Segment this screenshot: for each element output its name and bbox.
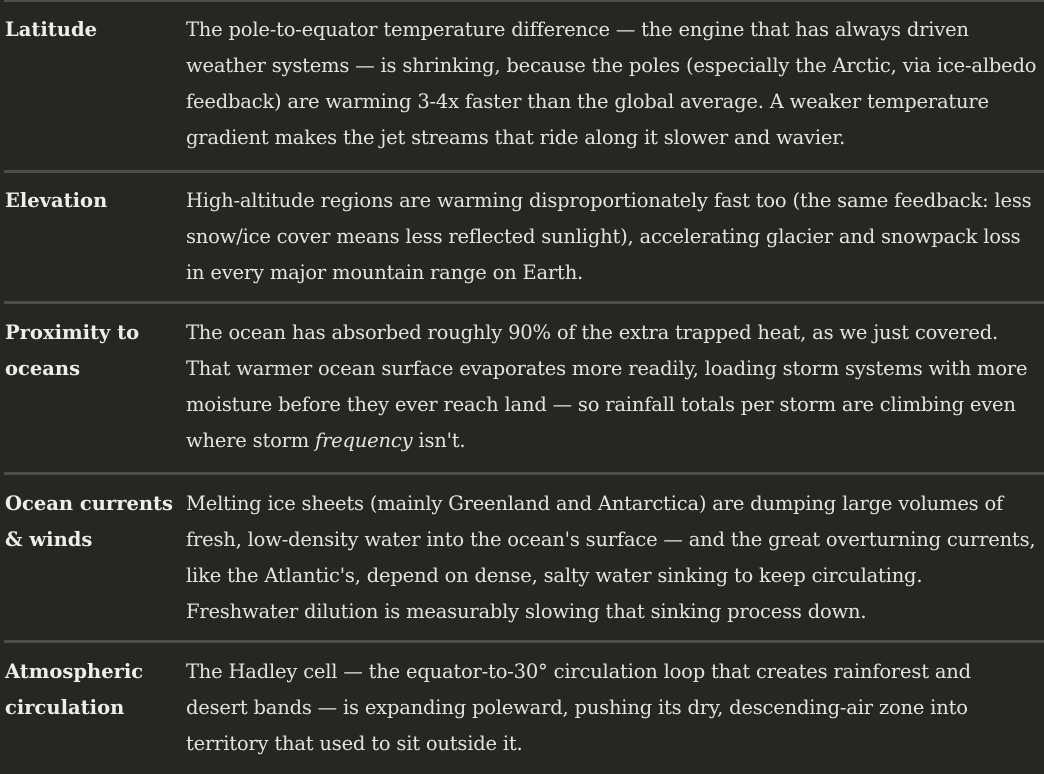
emphasis-text: frequency bbox=[315, 429, 413, 452]
row-text-elevation: High-altitude regions are warming disproportionately fast too (the same feedback: less snow/ice cover means less reflected sunlight), accelerating glacier and snowpack loss in every major mountain range on Earth. bbox=[186, 189, 1032, 284]
table-top-border bbox=[4, 0, 1044, 2]
row-divider bbox=[4, 640, 1044, 643]
row-label-atmospheric-circulation: Atmospheric circulation bbox=[5, 660, 144, 719]
row-divider bbox=[4, 472, 1044, 475]
row-divider bbox=[4, 170, 1044, 173]
row-text-part: isn't. bbox=[412, 429, 466, 452]
row-label-latitude: Latitude bbox=[5, 18, 97, 41]
row-text-part: The ocean has absorbed roughly 90% of the extra trapped heat, as we just covered. That warmer ocean surface evaporates more readily, loading storm systems with more moisture before they ever reach land — so rainfall totals per storm are climbing even where storm bbox=[186, 321, 1028, 452]
row-text-ocean-currents-winds: Melting ice sheets (mainly Greenland and Antarctica) are dumping large volumes of fresh, low-density water into the ocean's surface — and the great overturning currents, like the Atlantic's, depend on dense, salty water sinking to keep circulating. Freshwater dilution is measurably slowing that sinking process down. bbox=[186, 492, 1036, 623]
row-label-ocean-currents-winds: Ocean currents & winds bbox=[5, 492, 174, 551]
row-text-atmospheric-circulation: The Hadley cell — the equator-to-30° circulation loop that creates rainforest and desert bands — is expanding poleward, pushing its dry, descending-air zone into territory that used to sit outside it. bbox=[186, 660, 971, 755]
row-label-proximity-to-oceans: Proximity to oceans bbox=[5, 321, 140, 380]
row-label-elevation: Elevation bbox=[5, 189, 108, 212]
row-divider bbox=[4, 301, 1044, 304]
row-text-proximity-to-oceans bbox=[186, 315, 1038, 459]
row-text-latitude: The pole-to-equator temperature difference — the engine that has always driven weather systems — is shrinking, because the poles (especially the Arctic, via ice-albedo feedback) are warming 3-4x faster than the global average. A weaker temperature gradient makes the jet streams that ride along it slower and wavier. bbox=[186, 18, 1037, 149]
